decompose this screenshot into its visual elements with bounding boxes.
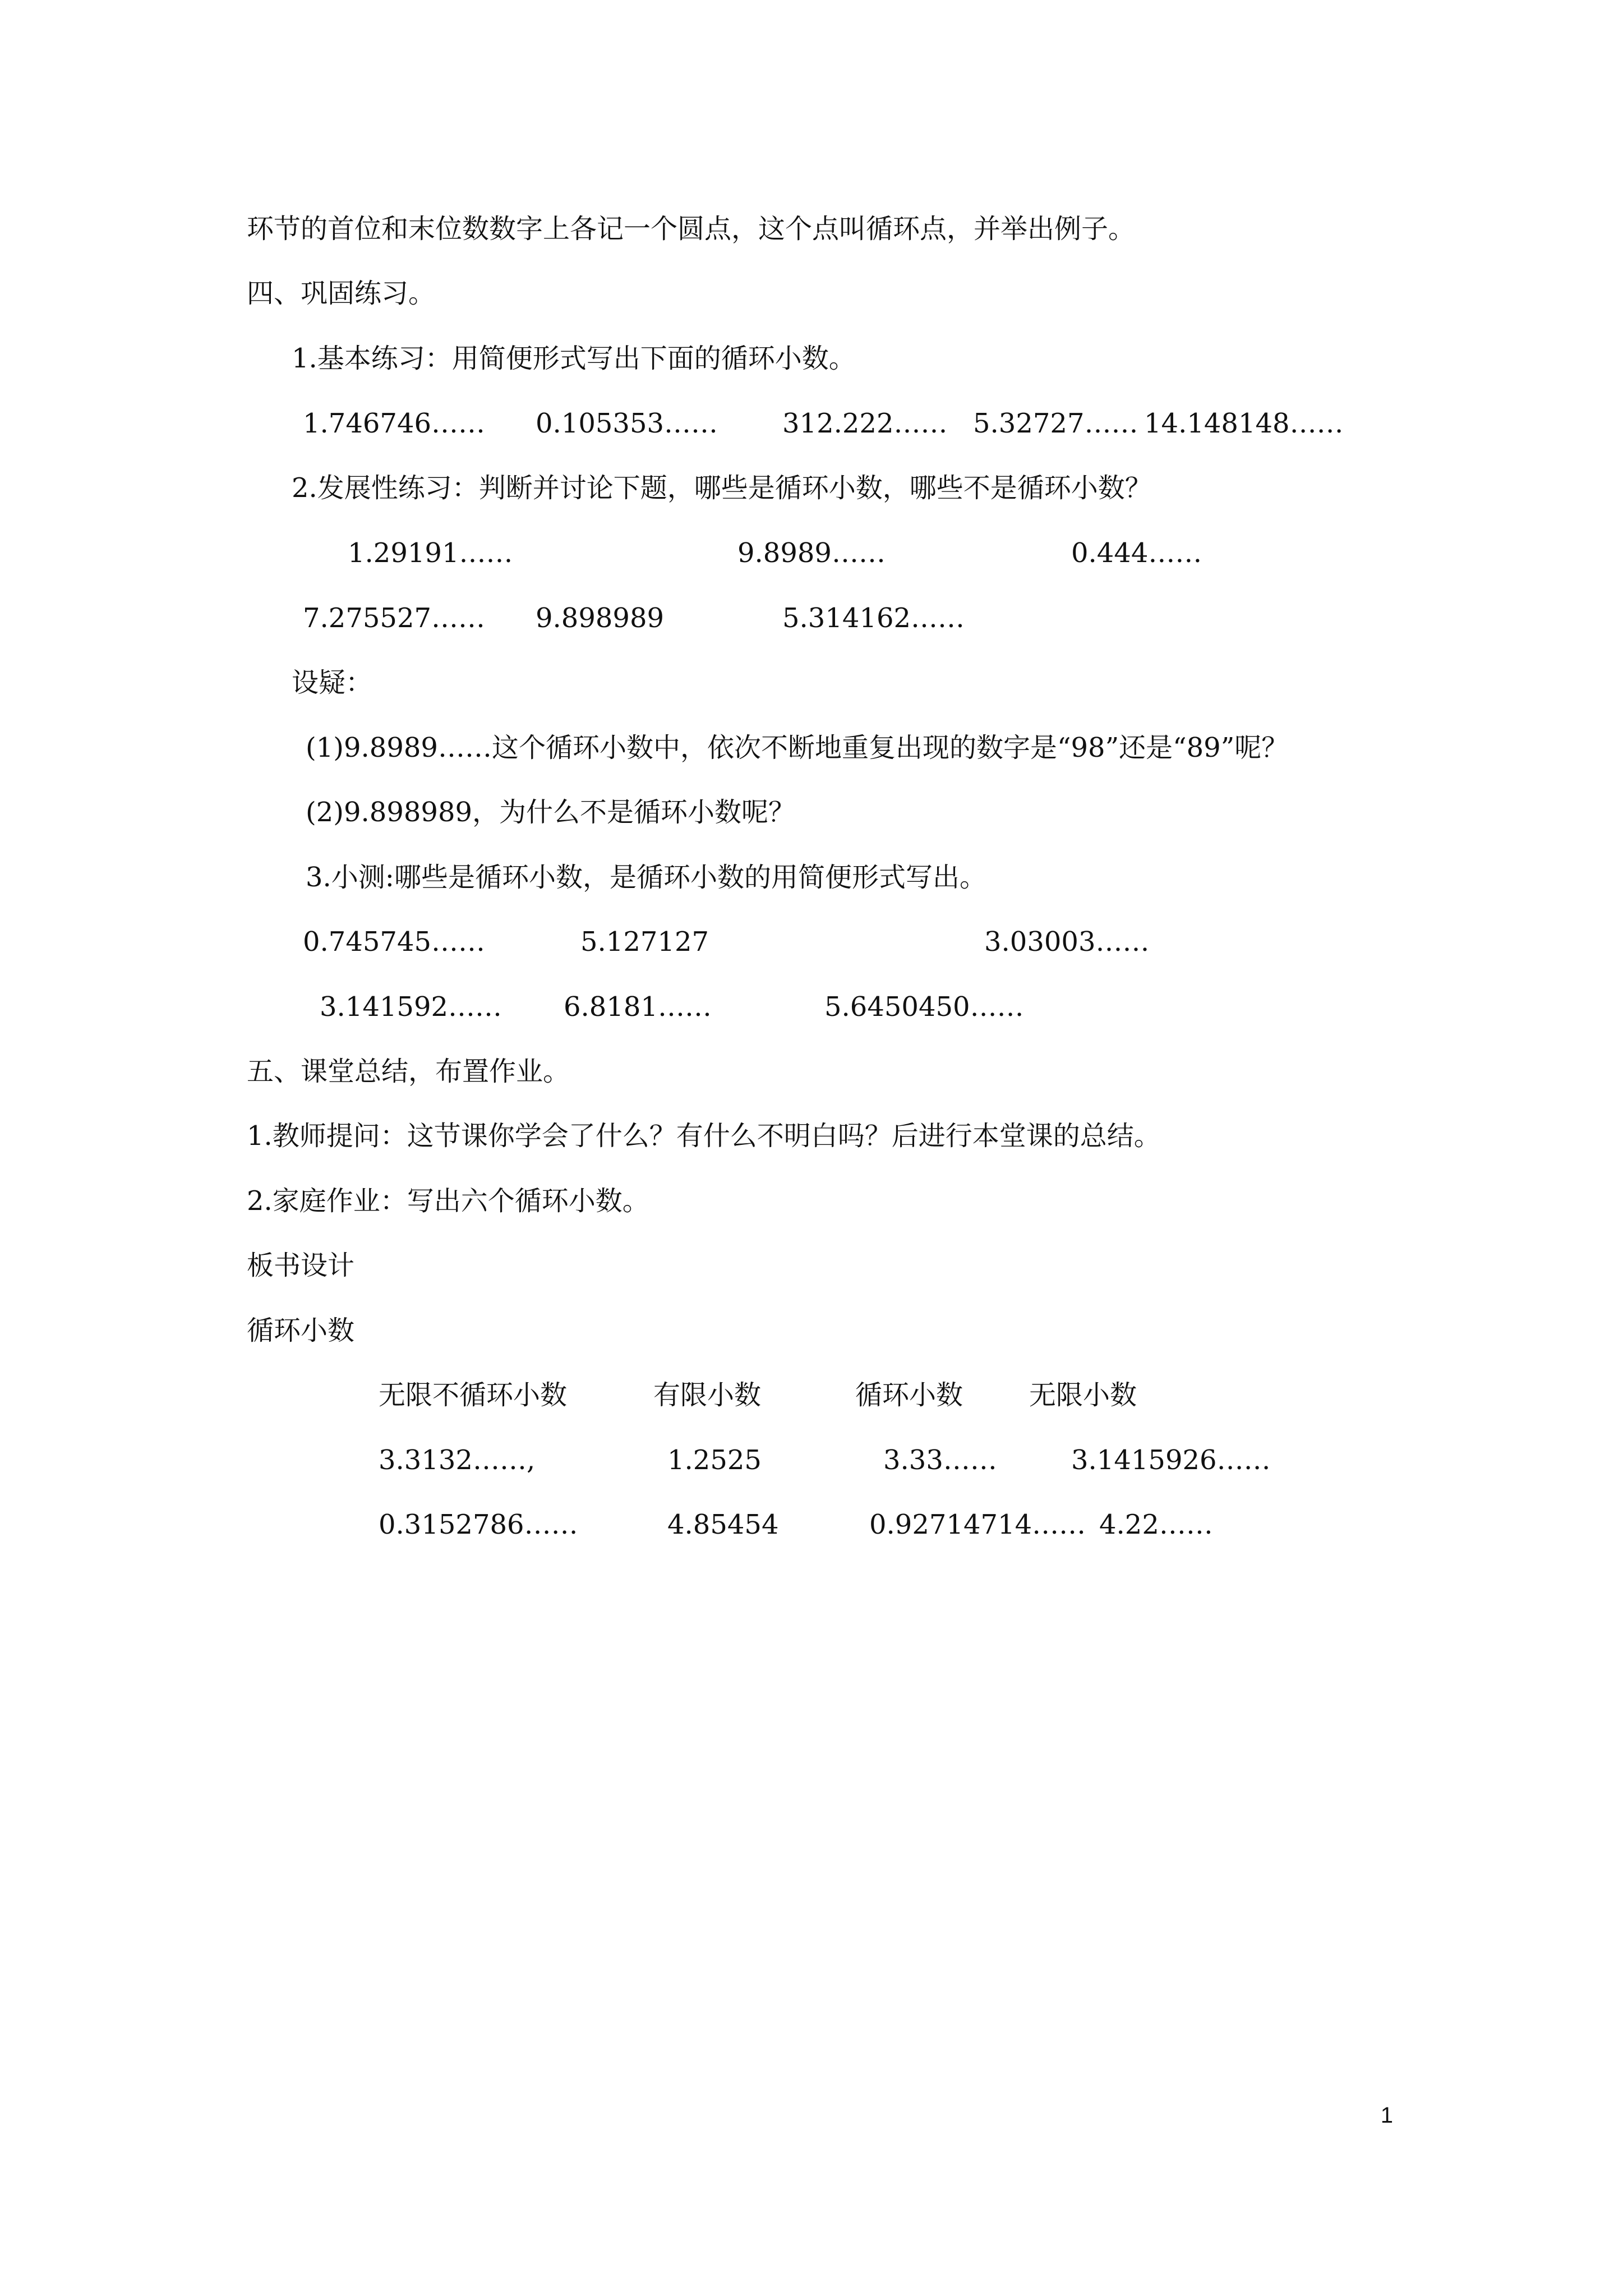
dev-row1-item-1: 1.29191…… [348, 537, 513, 569]
basic-item-5: 14.148148…… [1144, 408, 1344, 439]
board-row2-cell-1: 0.3152786…… [379, 1509, 578, 1540]
page-number: 1 [1380, 2103, 1393, 2128]
quiz-row1-item-2: 5.127127 [580, 926, 709, 958]
board-row1-cell-2: 1.2525 [667, 1444, 762, 1476]
basic-item-4: 5.32727…… [973, 408, 1138, 439]
board-header-2: 有限小数 [653, 1379, 762, 1411]
basic-practice-title: 1.基本练习：用简便形式写出下面的循环小数。 [292, 343, 856, 374]
board-row2-cell-2: 4.85454 [667, 1509, 779, 1540]
quiz-row1-item-3: 3.03003…… [984, 926, 1150, 958]
board-row1-cell-1: 3.3132……, [379, 1444, 536, 1476]
quiz-row2-item-1: 3.141592…… [320, 991, 502, 1023]
board-header-4: 无限小数 [1029, 1379, 1137, 1411]
quiz-row1-item-1: 0.745745…… [303, 926, 486, 958]
dev-row1-item-3: 0.444…… [1071, 537, 1202, 569]
intro-line: 环节的首位和末位数数字上各记一个圆点，这个点叫循环点，并举出例子。 [247, 213, 1136, 245]
question-2: (2)9.898989，为什么不是循环小数呢？ [306, 797, 796, 828]
board-row1-cell-4: 3.1415926…… [1071, 1444, 1271, 1476]
board-header-1: 无限不循环小数 [379, 1379, 568, 1411]
basic-item-1: 1.746746…… [303, 408, 486, 439]
board-subtitle: 循环小数 [247, 1315, 355, 1346]
board-row1-cell-3: 3.33…… [883, 1444, 997, 1476]
dev-row2-item-2: 9.898989 [536, 602, 665, 634]
quiz-row2-item-2: 6.8181…… [564, 991, 712, 1023]
question-1: (1)9.8989……这个循环小数中，依次不断地重复出现的数字是“98”还是“89”呢？ [306, 732, 1289, 763]
basic-item-2: 0.105353…… [536, 408, 718, 439]
board-row2-cell-3: 0.92714714…… [869, 1509, 1086, 1540]
dev-practice-title: 2.发展性练习：判断并讨论下题，哪些是循环小数，哪些不是循环小数？ [292, 472, 1152, 504]
quiz-row2-item-3: 5.6450450…… [824, 991, 1024, 1023]
section-4-title: 四、巩固练习。 [247, 278, 436, 309]
dev-row2-item-3: 5.314162…… [782, 602, 965, 634]
board-row2-cell-4: 4.22…… [1099, 1509, 1213, 1540]
board-header-3: 循环小数 [855, 1379, 963, 1411]
board-design-title: 板书设计 [247, 1250, 355, 1281]
section-5-title: 五、课堂总结，布置作业。 [247, 1056, 570, 1087]
summary-item-2: 2.家庭作业：写出六个循环小数。 [247, 1185, 649, 1217]
quiz-title: 3.小测:哪些是循环小数，是循环小数的用简便形式写出。 [306, 862, 986, 893]
dev-row2-item-1: 7.275527…… [303, 602, 486, 634]
questions-title: 设疑： [292, 667, 373, 698]
basic-item-3: 312.222…… [782, 408, 948, 439]
dev-row1-item-2: 9.8989…… [737, 537, 886, 569]
summary-item-1: 1.教师提问：这节课你学会了什么？有什么不明白吗？后进行本堂课的总结。 [247, 1120, 1161, 1152]
